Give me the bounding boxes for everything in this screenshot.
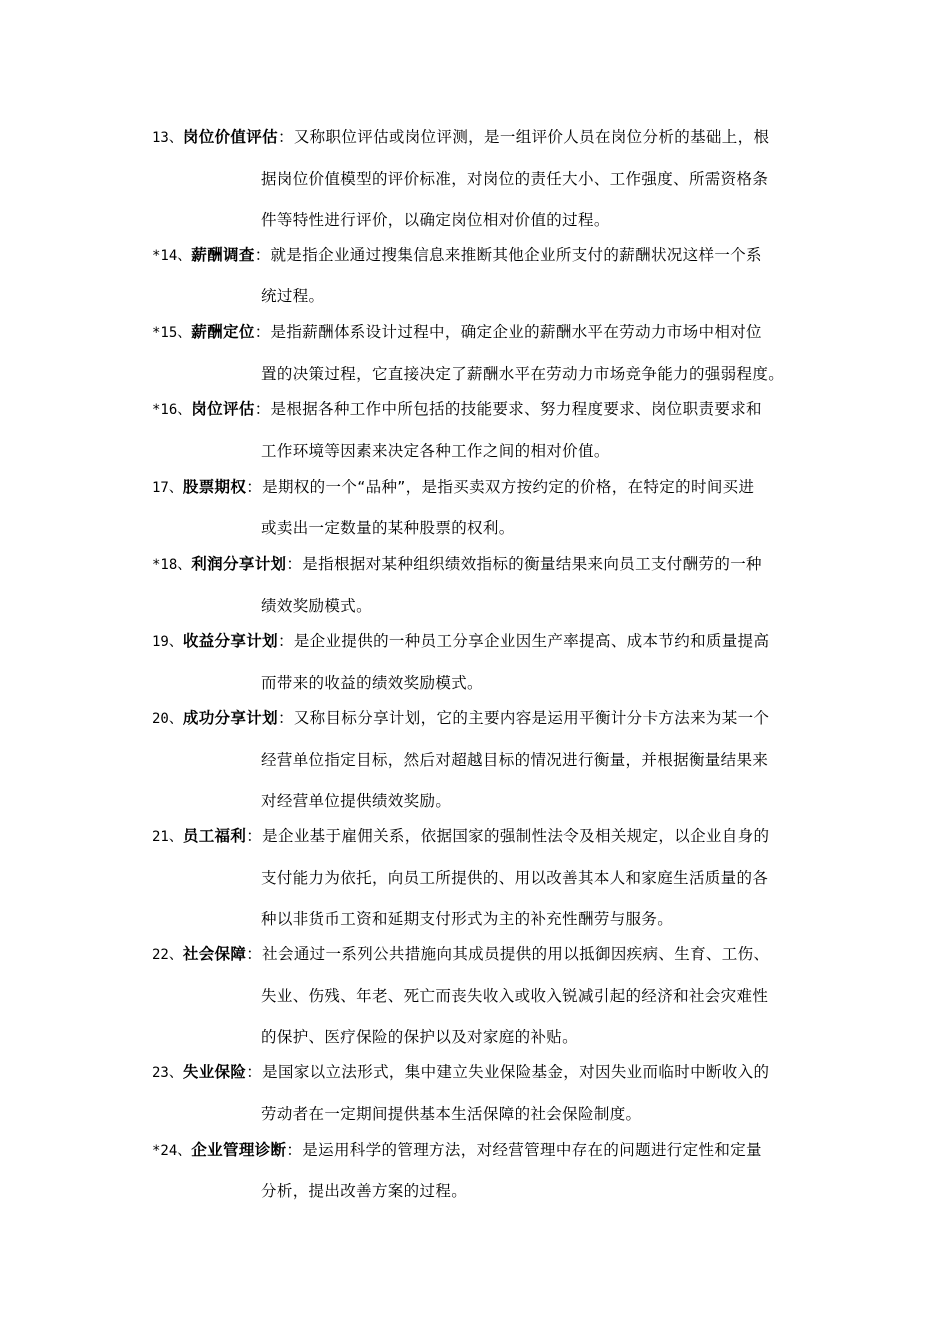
entry-text: ：就是指企业通过搜集信息来推断其他企业所支付的薪酬状况这样一个系: [254, 246, 762, 264]
entry-number: 13、: [152, 130, 183, 146]
entry-term: 收益分享计划: [182, 632, 278, 650]
entry-first-line: [152, 944, 769, 965]
entry-continuation-line: 对经营单位提供绩效奖励。: [261, 792, 452, 810]
entry-first-line: [152, 554, 762, 575]
entry-continuation-line: 劳动者在一定期间提供基本生活保障的社会保险制度。: [261, 1105, 642, 1123]
entry-continuation-line: 的保护、医疗保险的保护以及对家庭的补贴。: [261, 1028, 579, 1046]
entry-text: ：是运用科学的管理方法，对经营管理中存在的问题进行定性和定量: [286, 1141, 762, 1159]
entry-term: 薪酬定位: [191, 323, 255, 341]
entry-term: 岗位价值评估: [182, 128, 278, 146]
entry-continuation-line: 或卖出一定数量的某种股票的权利。: [261, 519, 515, 537]
entry-term: 企业管理诊断: [191, 1141, 287, 1159]
entry-continuation-line: 而带来的收益的绩效奖励模式。: [261, 674, 483, 692]
entry-text: ：是期权的一个“品种”，是指买卖双方按约定的价格，在特定的时间买进: [246, 478, 755, 496]
entry-continuation-line: 失业、伤残、年老、死亡而丧失收入或收入锐减引起的经济和社会灾难性: [261, 987, 769, 1005]
entry-term: 薪酬调查: [191, 246, 255, 264]
entry-number: *24、: [152, 1143, 192, 1159]
entry-first-line: [152, 322, 762, 343]
entry-term: 岗位评估: [191, 400, 255, 418]
entry-text: ：是指薪酬体系设计过程中，确定企业的薪酬水平在劳动力市场中相对位: [254, 323, 762, 341]
entry-continuation-line: 据岗位价值模型的评价标准，对岗位的责任大小、工作强度、所需资格条: [261, 170, 769, 188]
entry-first-line: [152, 127, 769, 148]
entry-continuation-line: 分析，提出改善方案的过程。: [261, 1182, 468, 1200]
entry-number: 19、: [152, 634, 183, 650]
entry-first-line: [152, 1062, 769, 1083]
entry-first-line: [152, 708, 769, 729]
entry-number: *16、: [152, 402, 192, 418]
entry-continuation-line: 置的决策过程，它直接决定了薪酬水平在劳动力市场竞争能力的强弱程度。: [261, 365, 785, 383]
entry-first-line: [152, 399, 762, 420]
entry-text: ：又称目标分享计划，它的主要内容是运用平衡计分卡方法来为某一个: [277, 709, 770, 727]
entry-first-line: [152, 245, 762, 266]
entry-first-line: [152, 826, 769, 847]
entry-number: 17、: [152, 480, 183, 496]
entry-number: *15、: [152, 325, 192, 341]
entry-term: 失业保险: [182, 1063, 247, 1081]
entry-continuation-line: 件等特性进行评价，以确定岗位相对价值的过程。: [261, 211, 610, 229]
entry-first-line: [152, 631, 769, 652]
entry-continuation-line: 种以非货币工资和延期支付形式为主的补充性酬劳与服务。: [261, 910, 674, 928]
entry-term: 员工福利: [182, 827, 247, 845]
entry-term: 股票期权: [182, 478, 247, 496]
entry-continuation-line: 经营单位指定目标，然后对超越目标的情况进行衡量，并根据衡量结果来: [261, 751, 769, 769]
entry-text: ：是国家以立法形式，集中建立失业保险基金，对因失业而临时中断收入的: [246, 1063, 770, 1081]
entry-text: ：是指根据对某种组织绩效指标的衡量结果来向员工支付酬劳的一种: [286, 555, 762, 573]
entry-continuation-line: 工作环境等因素来决定各种工作之间的相对价值。: [261, 442, 610, 460]
entry-first-line: [152, 477, 754, 498]
entry-continuation-line: 统过程。: [261, 287, 325, 305]
entry-text: ：是根据各种工作中所包括的技能要求、努力程度要求、岗位职责要求和: [254, 400, 762, 418]
entry-number: 20、: [152, 711, 183, 727]
entry-number: 21、: [152, 829, 183, 845]
entry-number: *18、: [152, 557, 192, 573]
entry-first-line: [152, 1140, 762, 1161]
entry-text: ：又称职位评估或岗位评测，是一组评价人员在岗位分析的基础上，根: [277, 128, 770, 146]
entry-text: ：是企业基于雇佣关系，依据国家的强制性法令及相关规定，以企业自身的: [246, 827, 770, 845]
entry-term: 利润分享计划: [191, 555, 287, 573]
entry-number: 23、: [152, 1065, 183, 1081]
entry-continuation-line: 支付能力为依托，向员工所提供的、用以改善其本人和家庭生活质量的各: [261, 869, 769, 887]
entry-text: ：是企业提供的一种员工分享企业因生产率提高、成本节约和质量提高: [277, 632, 770, 650]
entry-continuation-line: 绩效奖励模式。: [261, 597, 372, 615]
entry-term: 成功分享计划: [182, 709, 278, 727]
entry-text: ：社会通过一系列公共措施向其成员提供的用以抵御因疾病、生育、工伤、: [246, 945, 770, 963]
entry-term: 社会保障: [182, 945, 247, 963]
entry-number: *14、: [152, 248, 192, 264]
entry-number: 22、: [152, 947, 183, 963]
